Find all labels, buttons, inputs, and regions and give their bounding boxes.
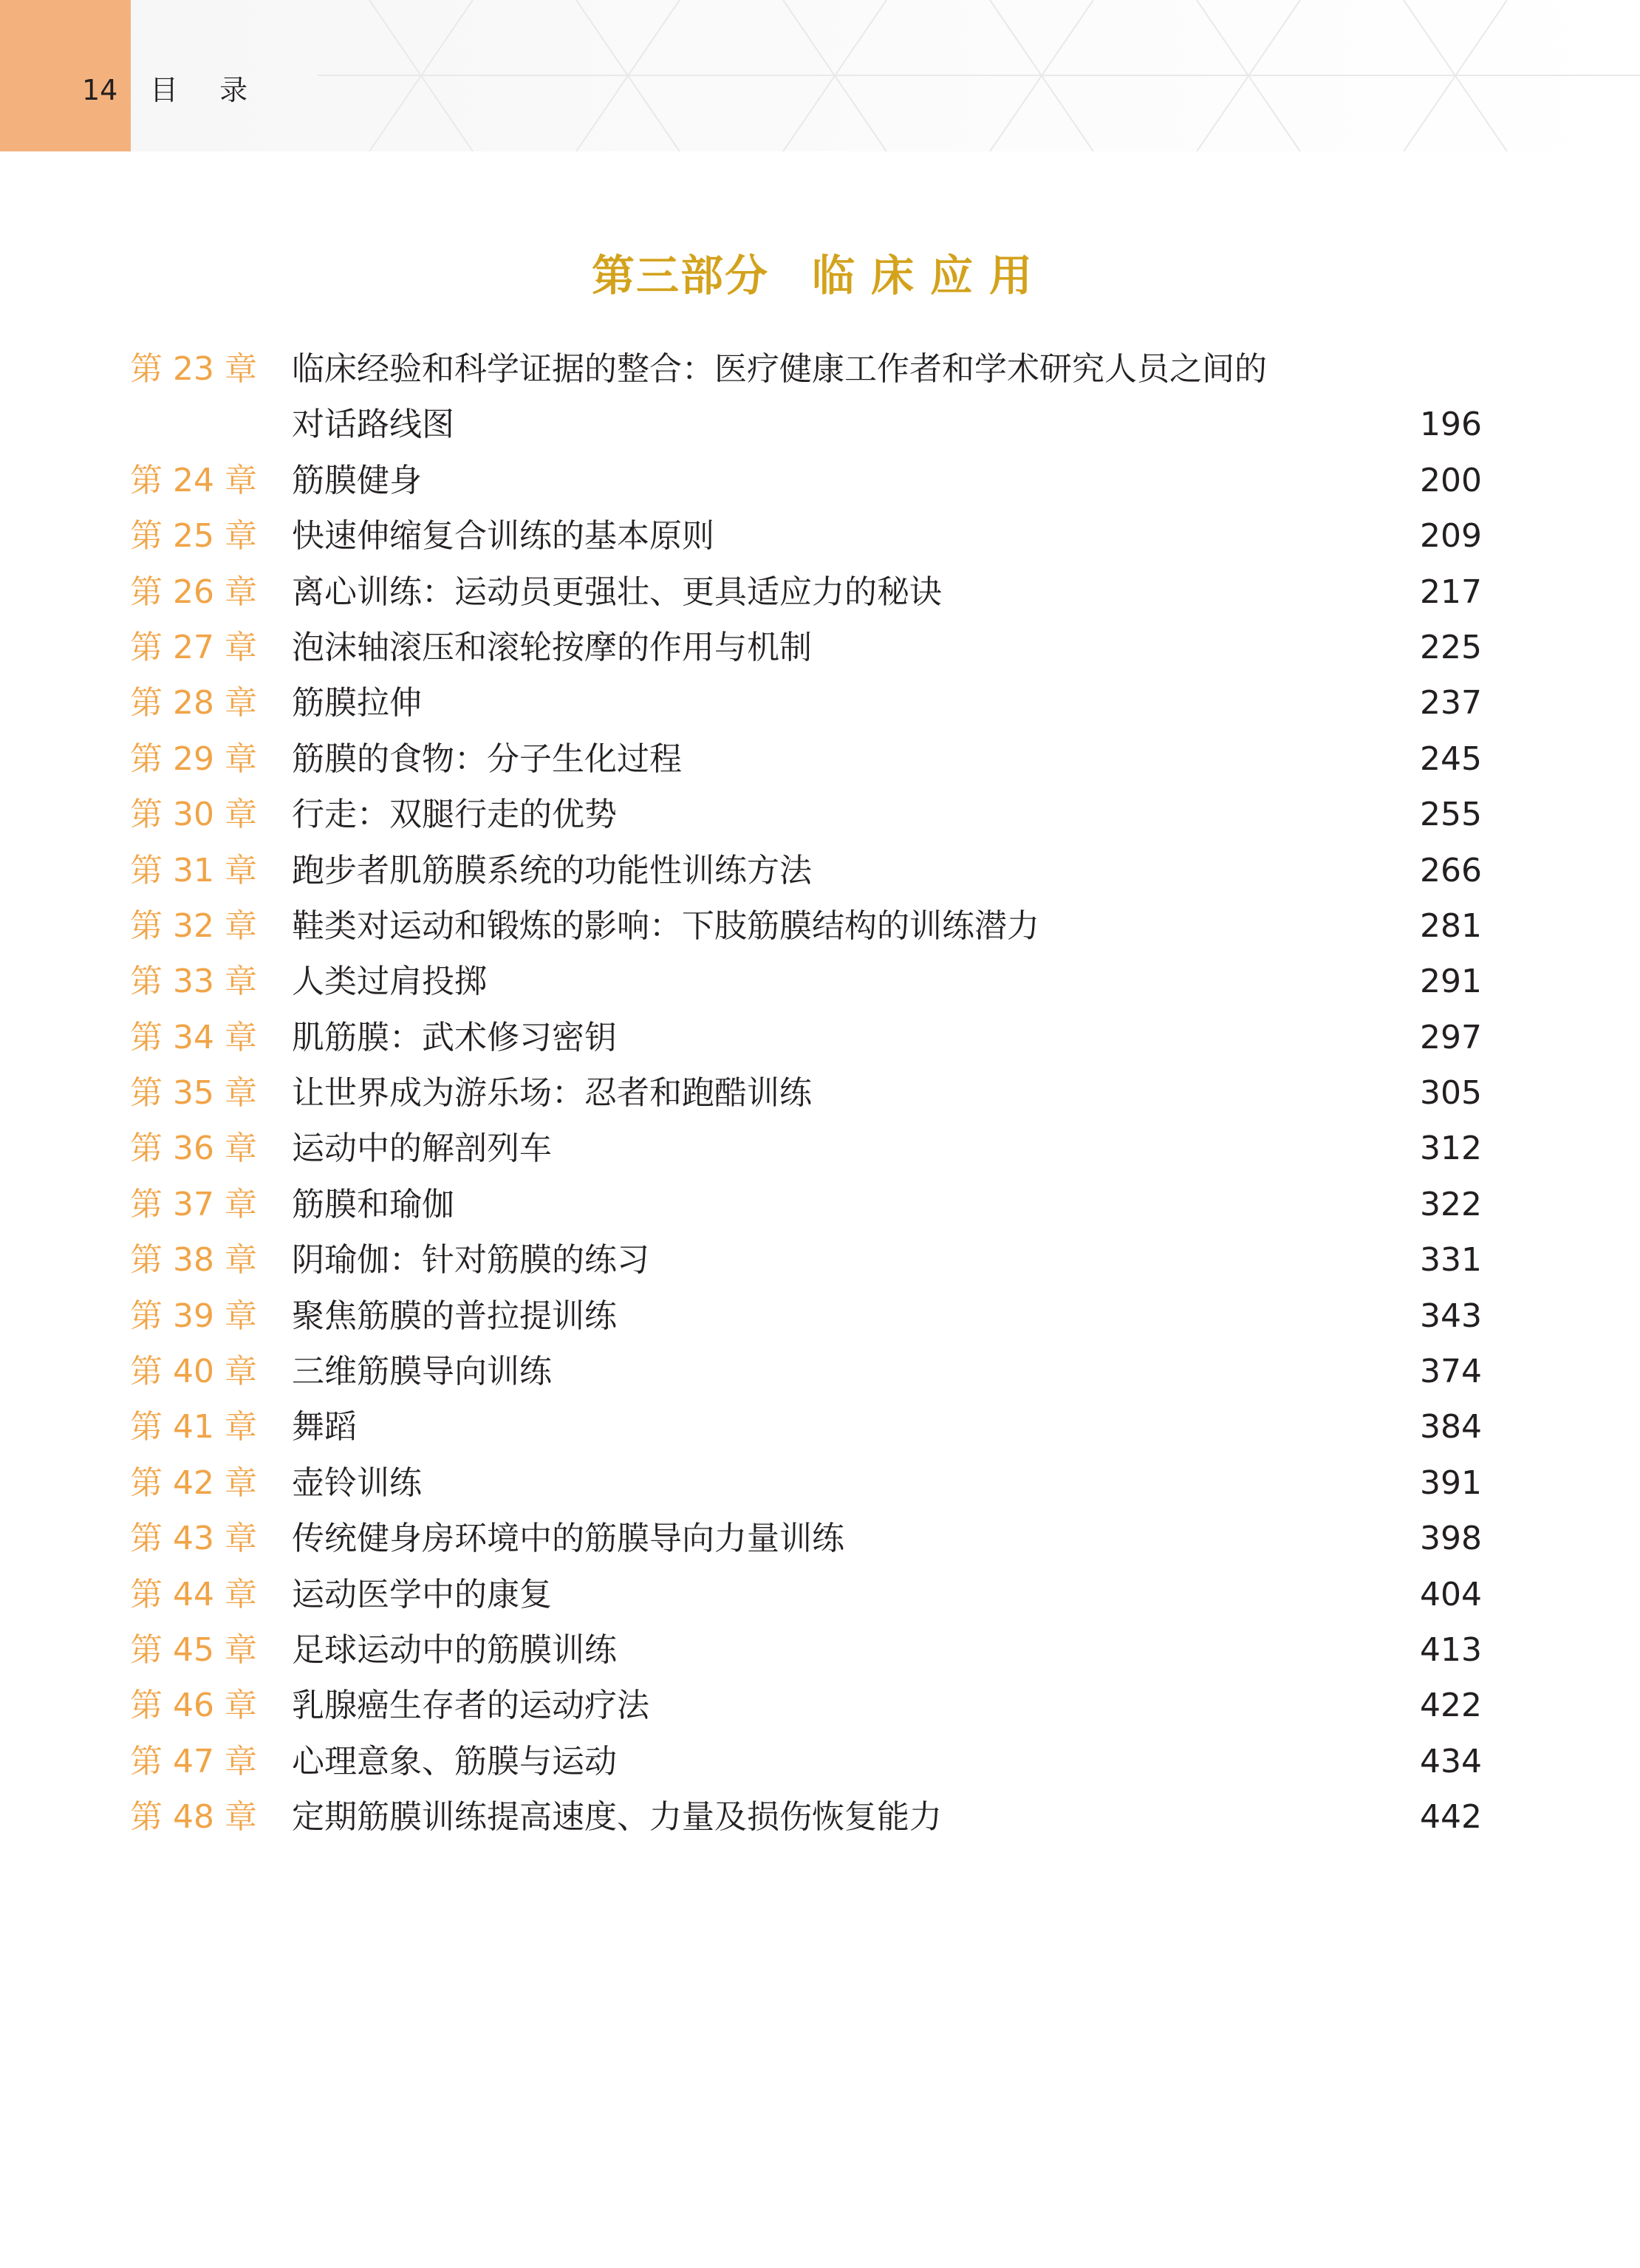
chapter-number: 第 48 章	[130, 1798, 257, 1837]
chapter-number: 第 23 章	[130, 350, 257, 388]
toc-entry-continuation	[130, 401, 1482, 457]
page-ref: 398	[1420, 1520, 1482, 1558]
page-ref: 343	[1420, 1297, 1482, 1335]
chapter-title: 乳腺癌生存者的运动疗法	[292, 1687, 649, 1725]
page-ref: 413	[1420, 1630, 1482, 1669]
chapter-number: 第 33 章	[130, 963, 257, 1001]
table-of-contents	[130, 346, 1482, 1850]
toc-entry	[130, 1125, 1482, 1181]
toc-entry	[130, 624, 1482, 680]
toc-entry	[130, 1571, 1482, 1627]
page-ref: 374	[1420, 1353, 1482, 1391]
chapter-title: 筋膜的食物：分子生化过程	[292, 740, 682, 778]
chapter-number: 第 40 章	[130, 1353, 257, 1391]
toc-entry	[130, 958, 1482, 1014]
page-ref: 305	[1420, 1074, 1482, 1113]
toc-entry	[130, 1738, 1482, 1794]
chapter-number: 第 27 章	[130, 628, 257, 666]
toc-entry	[130, 1682, 1482, 1738]
header-band	[0, 0, 1640, 151]
page-ref: 237	[1420, 684, 1482, 723]
chapter-title: 泡沫轴滚压和滚轮按摩的作用与机制	[292, 628, 812, 666]
page-ref: 391	[1420, 1463, 1482, 1502]
chapter-number: 第 36 章	[130, 1130, 257, 1168]
chapter-number: 第 26 章	[130, 573, 257, 611]
chapter-title: 心理意象、筋膜与运动	[292, 1742, 617, 1780]
chapter-number: 第 38 章	[130, 1241, 257, 1280]
toc-entry	[130, 457, 1482, 513]
chapter-title: 运动医学中的康复	[292, 1575, 552, 1613]
chapter-title: 鞋类对运动和锻炼的影响：下肢筋膜结构的训练潜力	[292, 906, 1039, 945]
chapter-title: 离心训练：运动员更强壮、更具适应力的秘诀	[292, 573, 942, 611]
chapter-title: 足球运动中的筋膜训练	[292, 1630, 617, 1669]
chapter-title: 定期筋膜训练提高速度、力量及损伤恢复能力	[292, 1798, 942, 1837]
page-ref: 422	[1420, 1687, 1482, 1725]
toc-entry	[130, 1794, 1482, 1849]
chapter-number: 第 32 章	[130, 906, 257, 945]
page-ref: 331	[1420, 1241, 1482, 1280]
page-ref: 384	[1420, 1408, 1482, 1446]
toc-entry	[130, 1404, 1482, 1459]
page-number: 14	[82, 74, 118, 106]
chapter-title: 临床经验和科学证据的整合：医疗健康工作者和学术研究人员之间的	[292, 350, 1267, 388]
chapter-title: 让世界成为游乐场：忍者和跑酷训练	[292, 1074, 812, 1113]
chapter-title: 运动中的解剖列车	[292, 1130, 552, 1168]
chapter-number: 第 44 章	[130, 1575, 257, 1613]
chapter-title: 舞蹈	[292, 1408, 357, 1446]
chapter-number: 第 31 章	[130, 851, 257, 889]
chapter-title: 三维筋膜导向训练	[292, 1353, 552, 1391]
toc-entry	[130, 1181, 1482, 1237]
toc-entry	[130, 1237, 1482, 1292]
chapter-number: 第 35 章	[130, 1074, 257, 1113]
chapter-number: 第 39 章	[130, 1297, 257, 1335]
chapter-number: 第 37 章	[130, 1185, 257, 1223]
page-ref: 434	[1420, 1742, 1482, 1780]
running-head: 目 录	[150, 74, 264, 106]
toc-entry	[130, 1293, 1482, 1348]
page-ref: 322	[1420, 1185, 1482, 1223]
chapter-number: 第 46 章	[130, 1687, 257, 1725]
chapter-number: 第 25 章	[130, 517, 257, 556]
chapter-number: 第 41 章	[130, 1408, 257, 1446]
chapter-title: 肌筋膜：武术修习密钥	[292, 1018, 617, 1056]
page-ref: 404	[1420, 1575, 1482, 1613]
toc-entry	[130, 346, 1482, 401]
part-label: 第三部分	[591, 250, 769, 301]
page-ref: 196	[1420, 406, 1482, 444]
toc-entry	[130, 1348, 1482, 1404]
chapter-title: 行走：双腿行走的优势	[292, 796, 617, 834]
page-ref: 217	[1420, 573, 1482, 611]
toc-entry	[130, 680, 1482, 735]
toc-entry	[130, 1515, 1482, 1571]
chapter-number: 第 29 章	[130, 740, 257, 778]
chapter-title: 筋膜拉伸	[292, 684, 422, 723]
chapter-title: 壶铃训练	[292, 1463, 422, 1502]
chapter-title: 筋膜和瑜伽	[292, 1185, 454, 1223]
chapter-number: 第 24 章	[130, 461, 257, 499]
part-title	[0, 250, 1640, 301]
chapter-number: 第 30 章	[130, 796, 257, 834]
toc-entry	[130, 1014, 1482, 1070]
chapter-title-continuation: 对话路线图	[292, 406, 454, 444]
toc-entry	[130, 1460, 1482, 1515]
toc-entry	[130, 569, 1482, 624]
chapter-title: 聚焦筋膜的普拉提训练	[292, 1297, 617, 1335]
page-ref: 442	[1420, 1798, 1482, 1837]
page-ref: 266	[1420, 851, 1482, 889]
page-ref: 245	[1420, 740, 1482, 778]
toc-entry	[130, 847, 1482, 903]
page-ref: 291	[1420, 963, 1482, 1001]
chapter-title: 筋膜健身	[292, 461, 422, 499]
chapter-title: 人类过肩投掷	[292, 963, 487, 1001]
toc-entry	[130, 791, 1482, 847]
toc-entry	[130, 1627, 1482, 1682]
page-ref: 297	[1420, 1018, 1482, 1056]
chapter-number: 第 43 章	[130, 1520, 257, 1558]
page-ref: 209	[1420, 517, 1482, 556]
page-ref: 255	[1420, 796, 1482, 834]
page-ref: 225	[1420, 628, 1482, 666]
chapter-title: 跑步者肌筋膜系统的功能性训练方法	[292, 851, 812, 889]
page-ref: 281	[1420, 906, 1482, 945]
chapter-title: 快速伸缩复合训练的基本原则	[292, 517, 714, 556]
toc-entry	[130, 736, 1482, 791]
part-name: 临床应用	[812, 250, 1049, 301]
chapter-number: 第 28 章	[130, 684, 257, 723]
toc-entry	[130, 513, 1482, 568]
chapter-number: 第 45 章	[130, 1630, 257, 1669]
chapter-number: 第 34 章	[130, 1018, 257, 1056]
toc-entry	[130, 1070, 1482, 1125]
chapter-number: 第 47 章	[130, 1742, 257, 1780]
page-ref: 200	[1420, 461, 1482, 499]
page-ref: 312	[1420, 1130, 1482, 1168]
chapter-title: 阴瑜伽：针对筋膜的练习	[292, 1241, 649, 1280]
chapter-title: 传统健身房环境中的筋膜导向力量训练	[292, 1520, 844, 1558]
chapter-number: 第 42 章	[130, 1463, 257, 1502]
toc-entry	[130, 903, 1482, 958]
